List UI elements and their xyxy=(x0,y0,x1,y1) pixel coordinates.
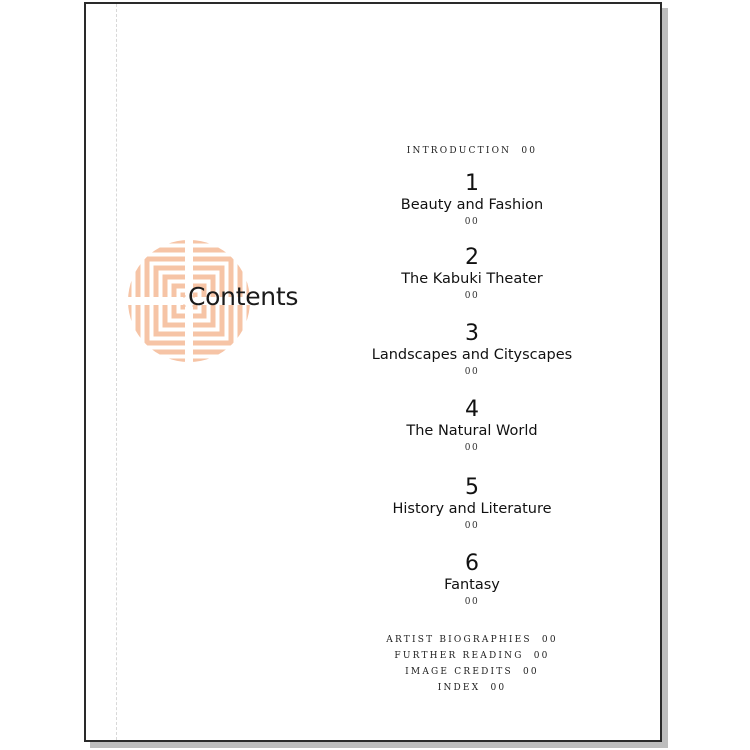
toc-chapter-4[interactable] xyxy=(356,398,588,454)
contents-heading: Contents xyxy=(188,282,299,311)
toc-image-credits[interactable] xyxy=(356,664,588,680)
chapter-page: 00 xyxy=(464,367,480,377)
toc-chapter-2[interactable] xyxy=(356,246,588,302)
introduction-label: INTRODUCTION xyxy=(406,146,512,156)
toc-index[interactable] xyxy=(356,680,588,696)
back-matter-label: INDEX xyxy=(437,683,481,693)
chapter-page: 00 xyxy=(464,597,480,607)
chapter-number: 1 xyxy=(465,171,479,196)
introduction-page: 00 xyxy=(521,146,538,156)
chapter-number: 5 xyxy=(465,475,479,500)
toc-chapter-3[interactable] xyxy=(356,322,588,378)
back-matter-page: 00 xyxy=(490,683,507,693)
toc-chapter-1[interactable] xyxy=(356,172,588,228)
chapter-title: The Natural World xyxy=(406,423,538,439)
back-matter-page: 00 xyxy=(533,651,550,661)
toc-chapter-5[interactable] xyxy=(356,476,588,532)
chapter-title: The Kabuki Theater xyxy=(401,271,543,287)
chapter-number: 4 xyxy=(465,397,479,422)
back-matter-label: IMAGE CREDITS xyxy=(405,667,513,677)
chapter-title: Beauty and Fashion xyxy=(400,197,544,213)
table-of-contents xyxy=(356,4,588,740)
chapter-number: 3 xyxy=(465,321,479,346)
chapter-title: History and Literature xyxy=(392,501,552,517)
toc-further-reading[interactable] xyxy=(356,648,588,664)
toc-chapter-6[interactable] xyxy=(356,552,588,608)
back-matter-label: ARTIST BIOGRAPHIES xyxy=(386,635,532,645)
back-matter-page: 00 xyxy=(522,667,539,677)
book-page xyxy=(84,2,662,742)
toc-back-matter xyxy=(356,632,588,696)
chapter-page: 00 xyxy=(464,521,480,531)
chapter-page: 00 xyxy=(464,443,480,453)
chapter-page: 00 xyxy=(464,217,480,227)
chapter-number: 6 xyxy=(465,551,479,576)
toc-introduction[interactable] xyxy=(356,146,588,156)
chapter-number: 2 xyxy=(465,245,479,270)
back-matter-label: FURTHER READING xyxy=(394,651,524,661)
chapter-page: 00 xyxy=(464,291,480,301)
back-matter-page: 00 xyxy=(541,635,558,645)
chapter-title: Fantasy xyxy=(444,577,500,593)
toc-artist-biographies[interactable] xyxy=(356,632,588,648)
binding-gutter-line xyxy=(116,4,117,740)
chapter-title: Landscapes and Cityscapes xyxy=(371,347,573,363)
